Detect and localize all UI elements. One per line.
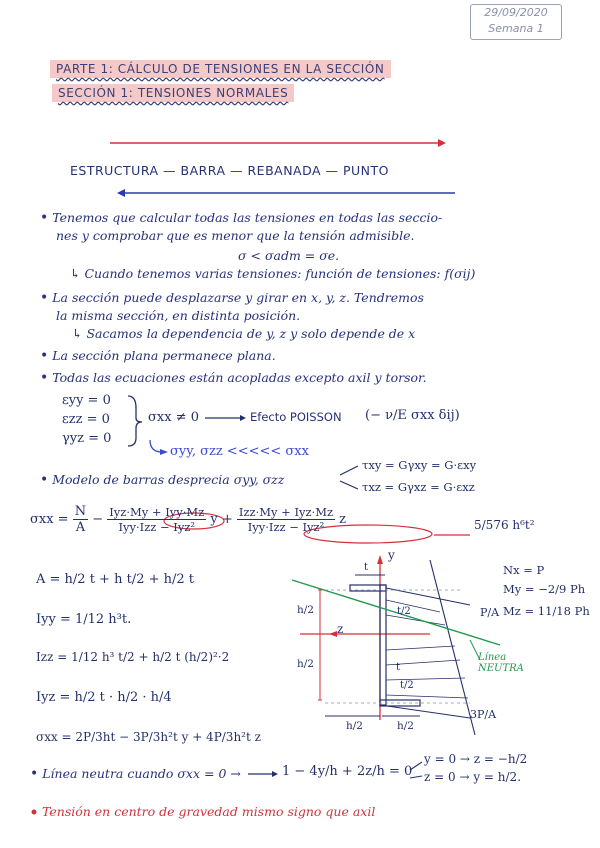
model-eq-2: τxz = Gγxz = G·εxz xyxy=(362,480,475,494)
date: 29/09/2020 xyxy=(484,6,548,19)
dim-t2-web: t/2 xyxy=(400,680,414,691)
neutral-text: Línea neutra cuando σxx = 0 → xyxy=(42,766,241,781)
navier-n: N xyxy=(74,504,87,519)
p1-formula: σ < σadm = σe. xyxy=(238,248,340,263)
poisson-label: Efecto POISSON xyxy=(250,410,342,424)
sigma-neq: σxx ≠ 0 xyxy=(148,410,199,425)
p2-sub xyxy=(72,326,415,341)
bullet: • xyxy=(40,370,49,386)
return-arrow-icon: ↳ xyxy=(72,326,87,341)
axis-z-label: z xyxy=(337,622,344,636)
neutral-result-1: y = 0 → z = −h/2 xyxy=(424,752,528,766)
neutral-result-2: z = 0 → y = h/2. xyxy=(424,770,522,784)
p2-text-1: La sección puede desplazarse y girar en x, y, z. Tendremos xyxy=(52,290,424,305)
area-eq: A = h/2 t + h t/2 + h/2 t xyxy=(36,572,194,587)
neutral-eq: 1 − 4y/h + 2z/h = 0 xyxy=(282,764,413,779)
neutral-line-label: Línea NEUTRA xyxy=(478,652,524,674)
p1-line2: nes y comprobar que es menor que la tensión admisible. xyxy=(56,228,415,243)
neutral-line-row xyxy=(30,766,241,782)
stress-p-over-a: P/A xyxy=(480,606,500,619)
strain-eq-2: εzz = 0 xyxy=(62,412,110,427)
part-title: PARTE 1: CÁLCULO DE TENSIONES EN LA SECCIÓN xyxy=(50,62,391,76)
navier-formula: σxx = $\frac{N}{A}$ − $\frac{\text{Iyz·My + Iyy·Mz}}{\text{Iyy·Izz − Iyz²}}$ y + $\frac{\text{Izz·My + Iyz·Mz}}{\text{Iyy·Izz − Iyz²}}$ z xyxy=(30,504,347,535)
dim-h2-bottom-right: h/2 xyxy=(397,720,414,732)
strain-eq-1: εyy = 0 xyxy=(62,393,111,408)
poisson-eq: (− ν/E σxx δij) xyxy=(365,408,460,423)
stress-3p-over-a: 3P/A xyxy=(470,708,497,721)
section-title: SECCIÓN 1: TENSIONES NORMALES xyxy=(52,86,294,100)
p4 xyxy=(40,370,427,386)
p4-text: Todas las ecuaciones están acopladas excepto axil y torsor. xyxy=(52,370,427,385)
strain-eq-3: γyz = 0 xyxy=(62,431,112,446)
model-eq-1: τxy = Gγxy = G·εxy xyxy=(362,458,477,472)
bullet: • xyxy=(40,472,49,488)
p1-sub xyxy=(70,266,475,281)
navier-a: A xyxy=(75,520,86,535)
iyy-eq: Iyy = 1/12 h³t. xyxy=(36,612,132,627)
navier-term-1 xyxy=(107,505,206,534)
axis-y-label: y xyxy=(388,548,395,562)
week-label: Semana 1 xyxy=(488,22,544,35)
navier-lhs: σxx = xyxy=(30,512,69,527)
navier-num-1: Iyz·My + Iyy·Mz xyxy=(109,505,205,519)
p3-text: La sección plana permanece plana. xyxy=(52,348,276,363)
dim-t-top: t xyxy=(364,562,369,573)
navier-n-over-a xyxy=(73,504,88,535)
p1-sub-text: Cuando tenemos varias tensiones: función de tensiones: f(σij) xyxy=(84,266,476,281)
navier-note: 5/576 h⁶t² xyxy=(474,518,535,532)
sigma-small: σyy, σzz <<<<< σxx xyxy=(170,444,309,459)
dim-t-web: t xyxy=(396,662,401,673)
dim-h2-upper: h/2 xyxy=(297,604,314,616)
load-my: My = −2/9 Ph xyxy=(503,582,586,596)
iyz-eq: Iyz = h/2 t · h/2 · h/4 xyxy=(36,690,172,705)
p1-text-1: Tenemos que calcular todas las tensiones en todas las seccio- xyxy=(52,210,443,225)
sxx-eq: σxx = 2P/3ht − 3P/3h²t y + 4P/3h²t z xyxy=(36,730,261,744)
hierarchy: ESTRUCTURA — BARRA — REBANADA — PUNTO xyxy=(70,163,390,178)
navier-den-2: Iyy·Izz − Iyz² xyxy=(247,520,325,534)
return-arrow-icon: ↳ xyxy=(70,266,85,281)
model-text: Modelo de barras desprecia σyy, σzz xyxy=(52,472,285,487)
bullet: • xyxy=(40,290,49,306)
load-nx: Nx = P xyxy=(503,563,545,577)
final-note: Tensión en centro de gravedad mismo signo que axil xyxy=(42,804,376,819)
bullet: • xyxy=(30,766,39,782)
dim-h2-lower: h/2 xyxy=(297,658,314,670)
navier-num-2: Izz·My + Iyz·Mz xyxy=(238,505,334,519)
load-mz: Mz = 11/18 Ph xyxy=(503,604,590,618)
izz-eq: Izz = 1/12 h³ t/2 + h/2 t (h/2)²·2 xyxy=(36,650,230,664)
p3 xyxy=(40,348,276,364)
p2-line2: la misma sección, en distinta posición. xyxy=(56,308,301,323)
model-line xyxy=(40,472,284,488)
p1-line1 xyxy=(40,210,442,226)
p2-line1 xyxy=(40,290,424,306)
dim-h2-bottom-left: h/2 xyxy=(346,720,363,732)
p2-sub-text: Sacamos la dependencia de y, z y solo depende de x xyxy=(86,326,416,341)
bullet: • xyxy=(40,348,49,364)
dim-t2-top: t/2 xyxy=(397,606,411,617)
navier-term-2 xyxy=(237,505,335,534)
bullet: • xyxy=(40,210,49,226)
navier-den-1: Iyy·Izz − Iyz² xyxy=(118,520,195,534)
